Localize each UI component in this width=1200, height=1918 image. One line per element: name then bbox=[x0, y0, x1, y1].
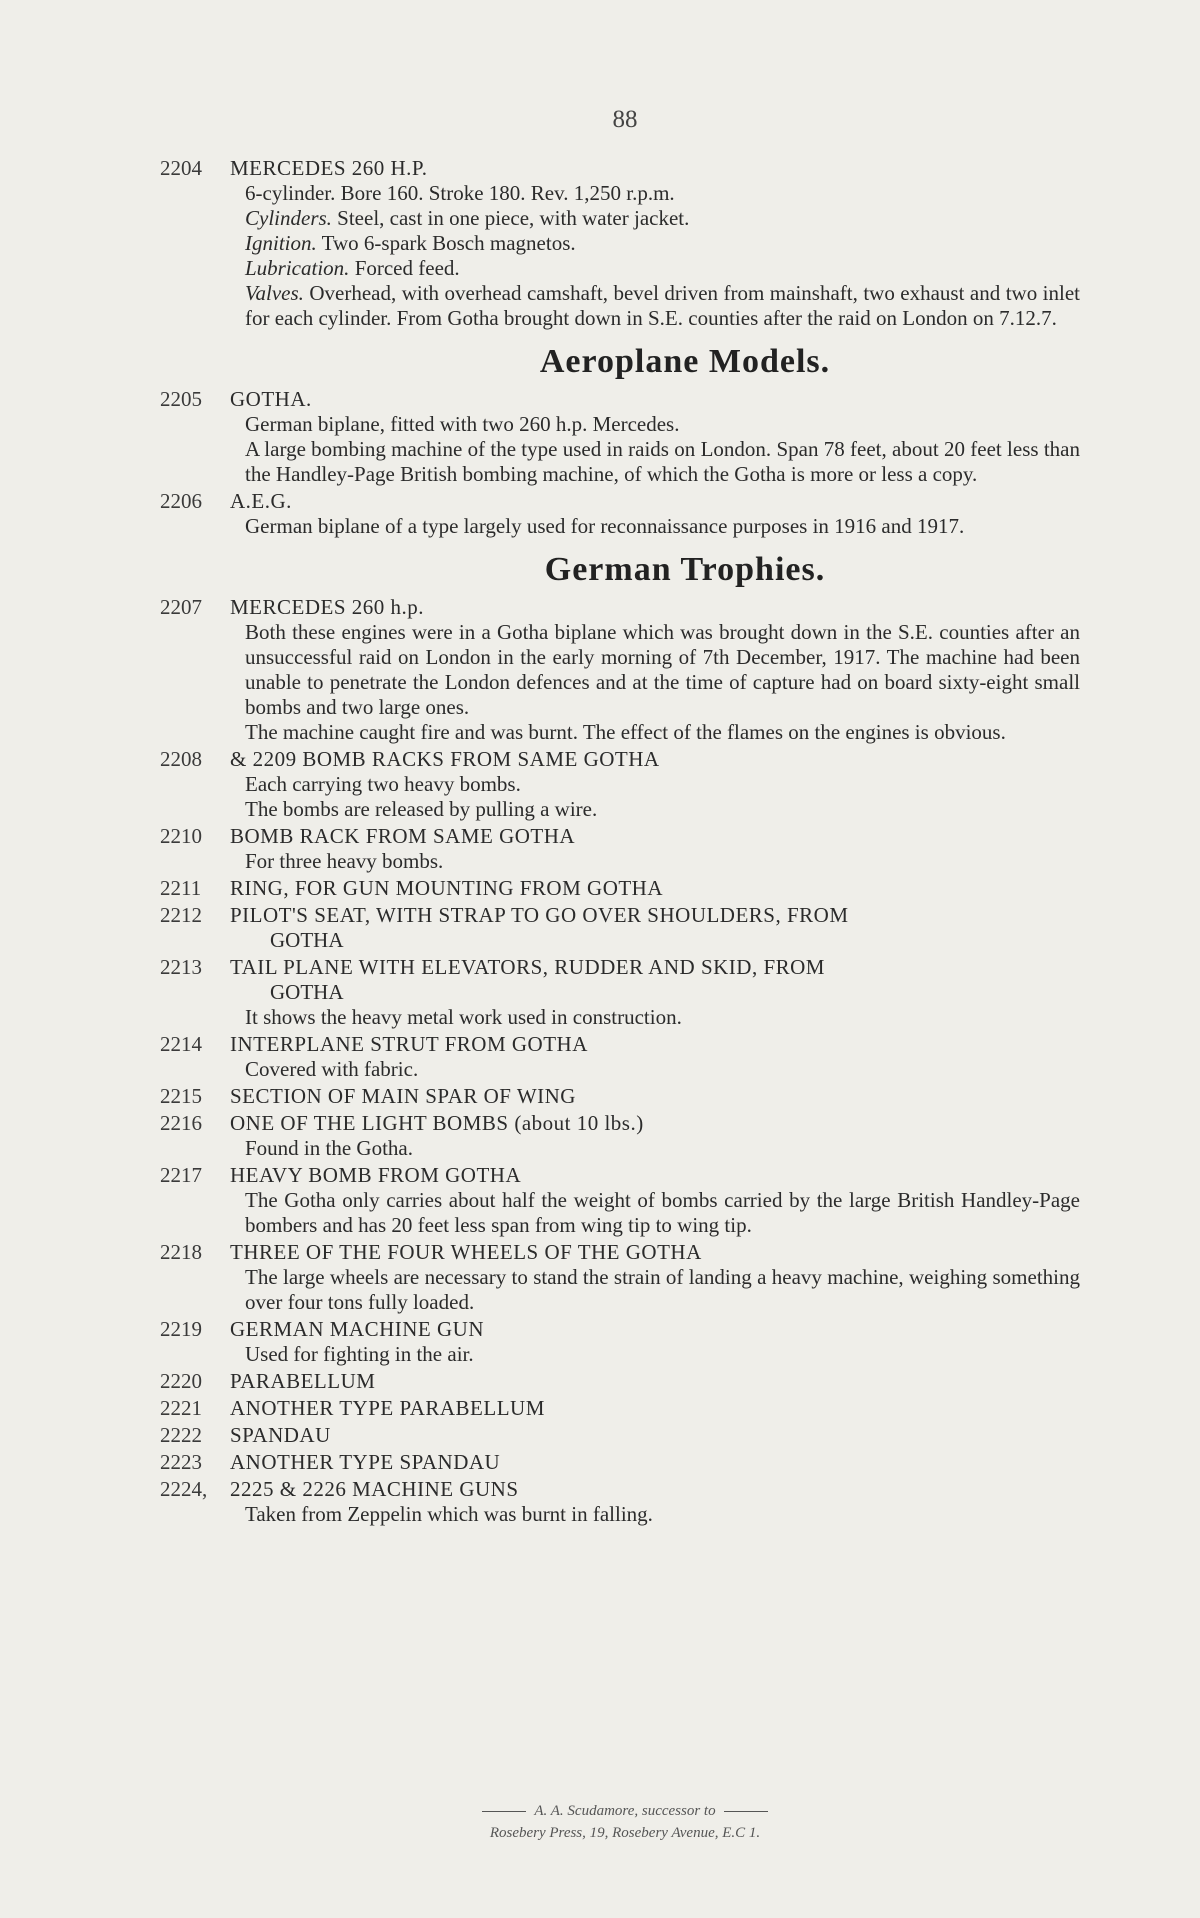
catalogue-entry bbox=[160, 595, 1080, 745]
entry-title: ANOTHER TYPE PARABELLUM bbox=[230, 1396, 545, 1420]
entry-title: RING, FOR GUN MOUNTING FROM GOTHA bbox=[230, 876, 664, 900]
entry-description: Each carrying two heavy bombs. bbox=[245, 772, 521, 796]
entry-description: It shows the heavy metal work used in construction. bbox=[245, 1005, 682, 1029]
catalogue-entry bbox=[160, 1369, 1080, 1394]
entry-description: The large wheels are necessary to stand the strain of landing a heavy machine, weighing something over four tons fully loaded. bbox=[245, 1265, 1080, 1314]
imprint-line-2: Rosebery Press, 19, Rosebery Avenue, E.C 1. bbox=[489, 1825, 761, 1841]
entry-number: 2204 bbox=[160, 156, 202, 180]
entry-description: Both these engines were in a Gotha biplane which was brought down in the S.E. counties after an unsuccessful raid on London in the early morning of 7th December, 1917. The machine had been unable to penetrate the London defences and at the time of capture had on board sixty-eight small bombs and two large ones. bbox=[245, 620, 1080, 719]
entry-description: Cylinders. Steel, cast in one piece, with water jacket. bbox=[245, 206, 690, 230]
entry-title: SECTION OF MAIN SPAR OF WING bbox=[230, 1084, 576, 1108]
entry-title: HEAVY BOMB FROM GOTHA bbox=[230, 1163, 522, 1187]
entry-title: GOTHA. bbox=[230, 387, 312, 411]
entry-number: 2205 bbox=[160, 387, 202, 411]
entry-title: MERCEDES 260 H.P. bbox=[230, 156, 428, 180]
entry-description: Valves. Overhead, with overhead camshaft, bevel driven from mainshaft, two exhaust and two inlet for each cylinder. From Gotha brought down in S.E. counties after the raid on London on 7.12.7. bbox=[245, 281, 1080, 330]
section-heading: Aeroplane Models. bbox=[539, 343, 831, 380]
entry-description: Lubrication. Forced feed. bbox=[245, 256, 460, 280]
entry-number: 2208 bbox=[160, 747, 202, 771]
entry-number: 2224, bbox=[160, 1477, 208, 1501]
section-heading: German Trophies. bbox=[544, 551, 826, 588]
entry-number: 2211 bbox=[160, 876, 202, 900]
entry-title: TAIL PLANE WITH ELEVATORS, RUDDER AND SKID, FROM bbox=[230, 955, 825, 979]
catalogue-entry bbox=[160, 955, 1080, 1030]
entry-description: Covered with fabric. bbox=[245, 1057, 419, 1081]
catalogue-entry bbox=[160, 1032, 1080, 1082]
entry-description: For three heavy bombs. bbox=[245, 849, 444, 873]
entry-title: THREE OF THE FOUR WHEELS OF THE GOTHA bbox=[230, 1240, 702, 1264]
entry-title: MERCEDES 260 h.p. bbox=[230, 595, 425, 619]
entry-title: SPANDAU bbox=[230, 1423, 331, 1447]
catalogue-entry bbox=[160, 1477, 1080, 1527]
catalogue-entry bbox=[160, 824, 1080, 874]
entry-description: Found in the Gotha. bbox=[245, 1136, 413, 1160]
entry-description: Taken from Zeppelin which was burnt in falling. bbox=[245, 1502, 653, 1526]
entry-number: 2221 bbox=[160, 1396, 202, 1420]
entry-description: Used for fighting in the air. bbox=[245, 1342, 474, 1366]
catalogue-entry bbox=[160, 1317, 1080, 1367]
entry-description: The machine caught fire and was burnt. The effect of the flames on the engines is obvious. bbox=[245, 720, 1006, 744]
entry-description: 6-cylinder. Bore 160. Stroke 180. Rev. 1,250 r.p.m. bbox=[245, 181, 675, 205]
entry-title: & 2209 BOMB RACKS FROM SAME GOTHA bbox=[230, 747, 660, 771]
entry-description: German biplane, fitted with two 260 h.p. Mercedes. bbox=[245, 412, 680, 436]
entry-title: PARABELLUM bbox=[230, 1369, 376, 1393]
catalogue-entry bbox=[160, 1084, 1080, 1109]
imprint-line-1: A. A. Scudamore, successor to bbox=[534, 1803, 716, 1819]
entry-description: Ignition. Two 6-spark Bosch magnetos. bbox=[245, 231, 576, 255]
catalogue-entry bbox=[160, 903, 1080, 953]
entry-number: 2207 bbox=[160, 595, 202, 619]
entry-title-continued: GOTHA bbox=[270, 928, 344, 952]
catalogue-content bbox=[160, 156, 1080, 1529]
entry-title: A.E.G. bbox=[230, 489, 292, 513]
catalogue-entry bbox=[160, 1240, 1080, 1315]
entry-title: 2225 & 2226 MACHINE GUNS bbox=[230, 1477, 519, 1501]
entry-title-continued: GOTHA bbox=[270, 980, 344, 1004]
entry-number: 2220 bbox=[160, 1369, 202, 1393]
entry-title: ONE OF THE LIGHT BOMBS (about 10 lbs.) bbox=[230, 1111, 644, 1135]
entry-number: 2223 bbox=[160, 1450, 202, 1474]
entry-title: BOMB RACK FROM SAME GOTHA bbox=[230, 824, 576, 848]
catalogue-entry bbox=[160, 876, 1080, 901]
entry-number: 2210 bbox=[160, 824, 202, 848]
entry-title: GERMAN MACHINE GUN bbox=[230, 1317, 484, 1341]
page-number: 88 bbox=[612, 106, 638, 133]
entry-number: 2219 bbox=[160, 1317, 202, 1341]
entry-number: 2214 bbox=[160, 1032, 202, 1056]
entry-number: 2218 bbox=[160, 1240, 202, 1264]
catalogue-entry bbox=[160, 489, 1080, 539]
entry-description: The bombs are released by pulling a wire. bbox=[245, 797, 598, 821]
entry-title: INTERPLANE STRUT FROM GOTHA bbox=[230, 1032, 588, 1056]
catalogue-entry bbox=[160, 156, 1080, 331]
entry-number: 2216 bbox=[160, 1111, 202, 1135]
entry-number: 2212 bbox=[160, 903, 202, 927]
printer-imprint bbox=[0, 1800, 1200, 1844]
entry-description: A large bombing machine of the type used in raids on London. Span 78 feet, about 20 feet less than the Handley-Page British bombing machine, of which the Gotha is more or less a copy. bbox=[245, 437, 1080, 486]
catalogue-entry bbox=[160, 1450, 1080, 1475]
entry-number: 2215 bbox=[160, 1084, 202, 1108]
catalogue-entry bbox=[160, 1111, 1080, 1161]
entry-title: ANOTHER TYPE SPANDAU bbox=[230, 1450, 501, 1474]
catalogue-entry bbox=[160, 747, 1080, 822]
catalogue-entry bbox=[160, 1423, 1080, 1448]
catalogue-entry bbox=[160, 1396, 1080, 1421]
entry-number: 2217 bbox=[160, 1163, 202, 1187]
entry-description: The Gotha only carries about half the weight of bombs carried by the large British Handley-Page bombers and has 20 feet less span from wing tip to wing tip. bbox=[245, 1188, 1080, 1237]
entry-title: PILOT'S SEAT, WITH STRAP TO GO OVER SHOULDERS, FROM bbox=[230, 903, 849, 927]
entry-number: 2213 bbox=[160, 955, 202, 979]
entry-description: German biplane of a type largely used for reconnaissance purposes in 1916 and 1917. bbox=[245, 514, 965, 538]
catalogue-entry bbox=[160, 387, 1080, 487]
entry-number: 2206 bbox=[160, 489, 202, 513]
catalogue-entry bbox=[160, 1163, 1080, 1238]
entry-number: 2222 bbox=[160, 1423, 202, 1447]
